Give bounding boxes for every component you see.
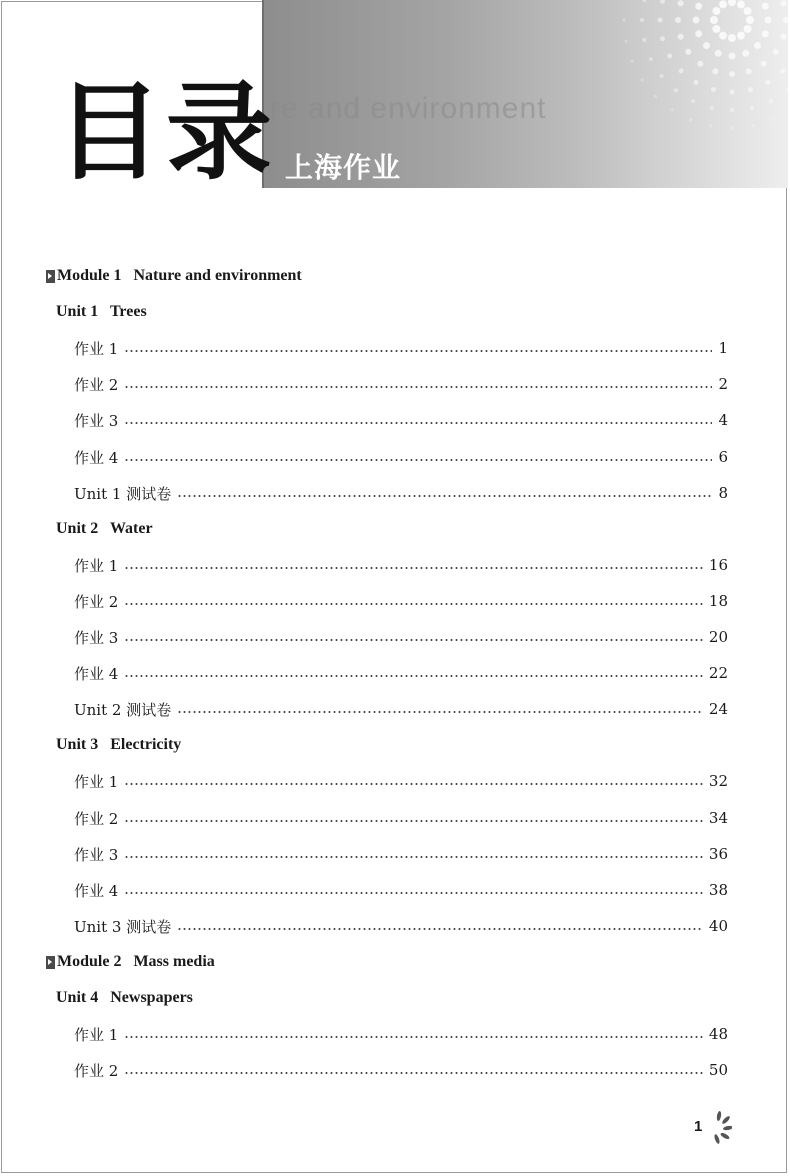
dot-leader (124, 350, 712, 352)
toc-entry[interactable] (74, 475, 728, 511)
toc-entry-page: 50 (708, 1061, 728, 1079)
toc-entry-page: 24 (708, 700, 728, 718)
dot-leader (177, 495, 712, 497)
toc-entry-page: 40 (708, 917, 728, 935)
toc-entry[interactable] (74, 836, 728, 872)
unit-heading (56, 980, 193, 1016)
banner-subtitle: 上海作业 (285, 151, 402, 184)
module-marker-icon (46, 270, 55, 283)
toc-entry[interactable] (74, 908, 728, 944)
toc-entry-label: 作业 3 (74, 628, 119, 647)
toc-entry-page: 36 (708, 845, 728, 863)
toc-entry-page: 8 (718, 484, 728, 502)
toc-entry-label: Unit 3 测试卷 (74, 917, 172, 936)
dot-leader (177, 928, 703, 930)
dot-leader (124, 1036, 703, 1038)
toc-entry[interactable] (74, 439, 728, 475)
toc-entry[interactable] (74, 366, 728, 402)
unit-heading (56, 294, 147, 330)
toc-entry-label: 作业 2 (74, 375, 119, 394)
toc-entry-page: 18 (708, 592, 728, 610)
dot-leader (124, 386, 712, 388)
module-heading (46, 258, 302, 294)
module-marker-icon (46, 956, 55, 969)
dot-leader (124, 603, 703, 605)
toc-entry-label: 作业 1 (74, 1025, 119, 1044)
toc-entry-page: 2 (718, 375, 728, 393)
toc-entry-label: 作业 1 (74, 772, 119, 791)
toc-entry-page: 6 (718, 448, 728, 466)
dot-leader (124, 459, 712, 461)
dot-leader (124, 1072, 703, 1074)
toc-entry[interactable] (74, 402, 728, 438)
toc-entry-label: 作业 4 (74, 664, 119, 683)
toc-entry[interactable] (74, 547, 728, 583)
dot-leader (124, 675, 703, 677)
dot-leader (124, 892, 703, 894)
toc-entry-page: 32 (708, 772, 728, 790)
toc-entry-label: 作业 2 (74, 1061, 119, 1080)
toc-entry[interactable] (74, 872, 728, 908)
toc-entry-page: 38 (708, 881, 728, 899)
toc-entry[interactable] (74, 691, 728, 727)
toc-entry[interactable] (74, 1016, 728, 1052)
module-heading (46, 944, 215, 980)
unit-label: Unit 3 Electricity (56, 736, 182, 753)
toc-entry[interactable] (74, 583, 728, 619)
toc-entry-label: 作业 3 (74, 411, 119, 430)
dot-leader (124, 856, 703, 858)
unit-heading (56, 727, 181, 763)
dot-leader (124, 567, 703, 569)
toc-entry-label: 作业 4 (74, 881, 119, 900)
unit-label: Unit 2 Water (56, 520, 153, 537)
dot-leader (124, 820, 703, 822)
toc-entry-page: 4 (718, 411, 728, 429)
toc-entry-page: 16 (708, 556, 728, 574)
toc-entry-page: 20 (708, 628, 728, 646)
toc-entry-label: 作业 4 (74, 448, 119, 467)
toc-entry[interactable] (74, 1052, 728, 1088)
page-number: 1 (694, 1118, 703, 1135)
toc-entry-page: 48 (708, 1025, 728, 1043)
unit-label: Unit 4 Newspapers (56, 989, 193, 1006)
toc-entry[interactable] (74, 655, 728, 691)
toc-entry-label: 作业 2 (74, 809, 119, 828)
toc-entry-label: Unit 2 测试卷 (74, 700, 172, 719)
page-title: 目录 (56, 71, 276, 194)
toc-entry[interactable] (74, 619, 728, 655)
toc-entry-page: 1 (718, 339, 728, 357)
unit-heading (56, 511, 153, 547)
module-label: Module 1 Nature and environment (57, 267, 302, 284)
dot-leader (124, 422, 712, 424)
toc-entry-label: 作业 1 (74, 556, 119, 575)
toc-entry-page: 22 (708, 664, 728, 682)
toc-entry[interactable] (74, 800, 728, 836)
unit-label: Unit 1 Trees (56, 303, 147, 320)
toc-entry-label: Unit 1 测试卷 (74, 484, 172, 503)
toc-entry[interactable] (74, 763, 728, 799)
dot-leader (124, 783, 703, 785)
toc-entry-label: 作业 1 (74, 339, 119, 358)
toc-entry-label: 作业 2 (74, 592, 119, 611)
leaf-ornament-icon (706, 1110, 732, 1144)
toc-entry[interactable] (74, 330, 728, 366)
toc-entry-page: 34 (708, 809, 728, 827)
dot-leader (124, 639, 703, 641)
banner-ghost-text: re and environment (270, 92, 547, 125)
toc-entry-label: 作业 3 (74, 845, 119, 864)
dot-leader (177, 711, 703, 713)
module-label: Module 2 Mass media (57, 953, 215, 970)
